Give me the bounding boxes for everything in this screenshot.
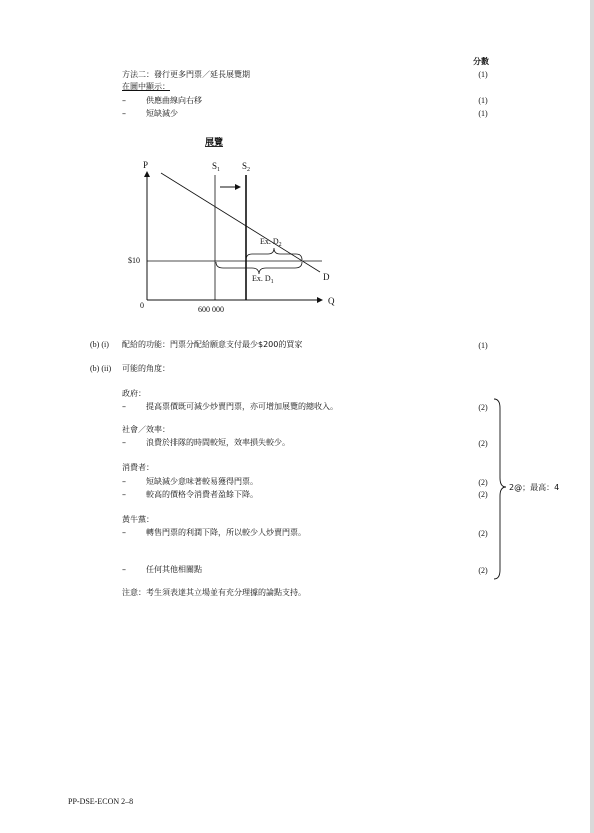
- x-axis-label: Q: [328, 296, 335, 306]
- point-text: 浪費於排隊的時間較短，效率損失較少。: [146, 438, 290, 447]
- method2-mark: (1): [478, 70, 488, 79]
- point-mark: (2): [478, 439, 488, 448]
- part-b-i-text: 配給的功能：門票分配給願意支付最少$200的買家: [122, 340, 303, 349]
- price-label: $10: [128, 256, 140, 265]
- page-footer-code: PP-DSE-ECON 2–8: [68, 797, 134, 806]
- point-text: 任何其他相關點: [146, 565, 202, 574]
- point-text: 提高票價既可減少炒賣門票，亦可增加展覽的總收入。: [146, 402, 338, 411]
- bullet-mark: (1): [478, 109, 488, 118]
- part-b-i-label: (b) (i): [90, 340, 109, 349]
- demand-curve: [161, 173, 320, 272]
- bullet-text: 短缺減少: [146, 109, 178, 118]
- point-dash: –: [122, 438, 126, 447]
- s1-label: $S_1$: [212, 161, 221, 173]
- examiner-note: 注意：考生須表達其立場並有充分理據的論點支持。: [122, 588, 306, 597]
- exd2-brace: [246, 248, 302, 260]
- group-title: 黃牛黨：: [122, 515, 154, 524]
- exd1-brace: [216, 262, 302, 274]
- point-mark: (2): [478, 529, 488, 538]
- point-dash: –: [122, 477, 126, 486]
- point-dash: –: [122, 402, 126, 411]
- part-b-i-mark: (1): [478, 341, 488, 350]
- point-text: 短缺減少意味著較易獲得門票。: [146, 477, 258, 486]
- point-mark: (2): [478, 566, 488, 575]
- group-title: 政府：: [122, 389, 146, 398]
- diagram-note: 在圖中顯示：: [122, 82, 170, 91]
- marks-heading: 分數: [473, 57, 489, 66]
- brace-note: 2@；最高：4: [509, 483, 560, 492]
- quantity-label: 600 000: [198, 305, 224, 314]
- point-dash: –: [122, 490, 126, 499]
- bullet-mark: (1): [478, 96, 488, 105]
- exd2-label: Ex. $D_2$: [260, 237, 282, 248]
- method2-line: 方法二：發行更多門票／延長展覽期: [122, 70, 250, 79]
- exd1-label: Ex. $D_1$: [252, 274, 274, 285]
- point-mark: (2): [478, 403, 488, 412]
- origin-label: 0: [140, 301, 144, 310]
- point-text: 轉售門票的利潤下降，所以較少人炒賣門票。: [146, 528, 306, 537]
- point-mark: (2): [478, 478, 488, 487]
- point-text: 較高的價格令消費者盈餘下降。: [146, 490, 258, 499]
- graph-title: 展覽: [205, 138, 224, 148]
- bullet-dash: –: [122, 96, 126, 105]
- group-title: 消費者：: [122, 463, 154, 472]
- point-dash: –: [122, 528, 126, 537]
- part-b-ii-heading: 可能的角度：: [122, 364, 170, 373]
- part-b-ii-label: (b) (ii): [90, 364, 112, 373]
- bullet-text: 供應曲線向右移: [146, 96, 202, 105]
- demand-label: D: [323, 272, 330, 282]
- s2-label: $S_2$: [242, 161, 251, 173]
- supply-demand-diagram: [0, 0, 594, 320]
- y-axis-label: P: [143, 160, 149, 170]
- point-mark: (2): [478, 490, 488, 499]
- bullet-dash: –: [122, 109, 126, 118]
- point-dash: –: [122, 565, 126, 574]
- group-title: 社會／效率：: [122, 425, 170, 434]
